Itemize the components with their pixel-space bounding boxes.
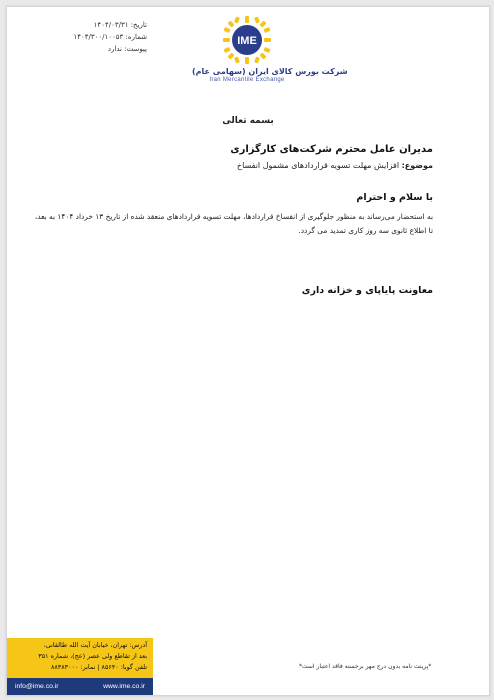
subject-line	[237, 161, 433, 170]
number-value: ۱۴۰۴/۳۰۰/۱۰۰۵۳	[73, 33, 124, 41]
attachment-row	[37, 43, 147, 55]
subject-text: افزایش مهلت تسویه قراردادهای مشمول انفساخ	[236, 161, 400, 170]
invocation: بسمه تعالی	[222, 116, 274, 126]
body-line-2: تا اطلاع ثانوی سه روز کاری تمدید می گردد.	[298, 226, 433, 235]
signer-department: معاونت پایاپای و خزانه داری	[301, 285, 433, 296]
footer-contact-bar	[7, 678, 153, 695]
footer-website-link[interactable]: www.ime.co.ir	[103, 683, 145, 690]
attachment-value: ندارد	[107, 45, 122, 53]
phone-line: تلفن گویا: ۸۵۶۴۰ | نمابر: ۸۸۳۸۳۰۰۰	[50, 663, 147, 671]
attachment-label: پیوست:	[124, 45, 147, 53]
letter-body	[23, 210, 433, 238]
letter-meta	[37, 19, 147, 55]
logo-mark-text: IME	[237, 35, 257, 47]
greeting: با سلام و احترام	[356, 192, 433, 203]
number-label: شماره:	[125, 33, 147, 41]
address-line-1: آدرس: تهران، خیابان آیت الله طالقانی،	[43, 641, 147, 649]
date-value: ۱۴۰۴/۰۳/۳۱	[93, 21, 129, 29]
date-label: تاریخ:	[130, 21, 147, 29]
recipient-line: مدیران عامل محترم شرکت‌های کارگزاری	[230, 144, 433, 155]
footer-email-link[interactable]: info@ime.co.ir	[15, 683, 59, 690]
ime-logo-icon	[222, 15, 272, 65]
body-line-1: به استحضار می‌رساند به منظور جلوگیری از انفساخ قراردادها، مهلت تسویه قراردادهای منعقد شده از تاریخ ۱۳ خرداد ۱۴۰۴ به بعد،	[34, 212, 433, 221]
date-row	[37, 19, 147, 31]
company-name-en: Iran Mercantile Exchange	[209, 77, 285, 83]
address-line-2: بعد از تقاطع ولی عصر (عج)، شماره ۳۵۱	[38, 652, 147, 660]
subject-label: موضوع:	[401, 161, 433, 170]
footer-validity-note: *پرینت نامه بدون درج مهر برجسته فاقد اعتبار است*	[299, 663, 432, 670]
number-row	[37, 31, 147, 43]
footer-address-box	[7, 638, 153, 678]
company-name-fa: شرکت بورس کالای ایران (سهامی عام)	[192, 67, 348, 76]
letter-page	[6, 6, 490, 696]
company-logo	[192, 15, 348, 105]
